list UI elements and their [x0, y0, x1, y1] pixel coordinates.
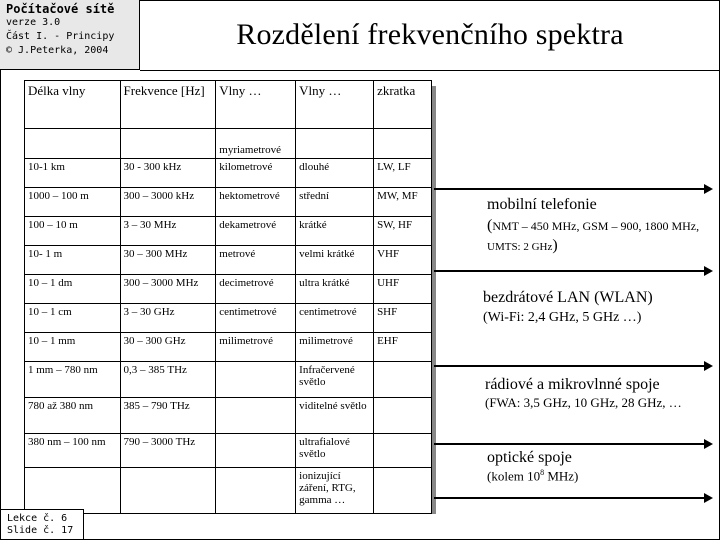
course-info-box — [0, 0, 140, 70]
table-cell: EHF — [374, 333, 432, 362]
table-row — [25, 362, 432, 398]
table-cell: 300 – 3000 kHz — [120, 188, 216, 217]
table-cell — [120, 468, 216, 514]
table-cell: 1 mm – 780 nm — [25, 362, 121, 398]
table-cell — [374, 468, 432, 514]
table-row — [25, 217, 432, 246]
table-cell — [374, 129, 432, 159]
arrow-head-icon — [704, 184, 713, 194]
arrow-head-icon — [704, 361, 713, 371]
table-cell: metrové — [216, 246, 296, 275]
header-cell: Vlny … — [216, 81, 296, 129]
table-cell: MW, MF — [374, 188, 432, 217]
table-cell: VHF — [374, 246, 432, 275]
table-cell — [374, 362, 432, 398]
slide-footer — [0, 509, 84, 540]
table-cell: myriametrové — [216, 129, 296, 159]
spectrum-table — [24, 80, 432, 514]
table-cell: ultrafialové světlo — [296, 434, 374, 468]
table-cell: 10-1 km — [25, 159, 121, 188]
wlan-title: bezdrátové LAN (WLAN) — [483, 289, 653, 306]
table-cell: decimetrové — [216, 275, 296, 304]
arrow-head-icon — [704, 439, 713, 449]
table-cell: 380 nm – 100 nm — [25, 434, 121, 468]
arrow-line — [434, 188, 706, 190]
table-cell: 3 – 30 GHz — [120, 304, 216, 333]
arrow-line — [434, 365, 706, 367]
table-cell — [296, 129, 374, 159]
header-cell: Délka vlny — [25, 81, 121, 129]
table-cell: LW, LF — [374, 159, 432, 188]
radio-annotation — [485, 376, 682, 411]
lecture-number: Lekce č. 6 — [7, 513, 68, 524]
table-cell: 10 – 1 cm — [25, 304, 121, 333]
table-cell: centimetrové — [296, 304, 374, 333]
table-cell: 100 – 10 m — [25, 217, 121, 246]
table-cell — [25, 129, 121, 159]
table-header-row — [25, 81, 432, 129]
table-cell: milimetrové — [216, 333, 296, 362]
table-cell: ionizující záření, RTG, gamma … — [296, 468, 374, 514]
table-cell: 10- 1 m — [25, 246, 121, 275]
header-divider — [140, 70, 720, 71]
table-row — [25, 246, 432, 275]
table-cell: dekametrové — [216, 217, 296, 246]
table-cell — [216, 434, 296, 468]
course-name: Počítačové sítě — [6, 2, 115, 16]
table-row — [25, 468, 432, 514]
mobile-detail-line — [487, 217, 699, 235]
course-author: © J.Peterka, 2004 — [6, 45, 109, 56]
table-cell — [374, 434, 432, 468]
table-row — [25, 159, 432, 188]
course-part: Část I. - Principy — [6, 31, 115, 42]
mobile-detail-line2 — [487, 237, 699, 255]
table-cell — [216, 362, 296, 398]
arrow-head-icon — [704, 266, 713, 276]
table-cell: 1000 – 100 m — [25, 188, 121, 217]
arrow-line — [434, 497, 706, 499]
arrow-line — [434, 270, 706, 272]
mobile-open-bracket: ( — [487, 217, 493, 234]
table-row — [25, 333, 432, 362]
table-cell: ultra krátké — [296, 275, 374, 304]
table-cell: 30 – 300 MHz — [120, 246, 216, 275]
table-cell: 30 - 300 kHz — [120, 159, 216, 188]
table-cell: viditelné světlo — [296, 398, 374, 434]
table-cell — [25, 468, 121, 514]
table-row-myria — [25, 129, 432, 159]
table-cell: milimetrové — [296, 333, 374, 362]
course-version: verze 3.0 — [6, 17, 61, 28]
optical-detail-post: MHz) — [544, 468, 579, 484]
wlan-annotation — [483, 289, 653, 326]
arrow-line — [434, 443, 706, 445]
table-row — [25, 275, 432, 304]
table-row — [25, 304, 432, 333]
optical-detail — [487, 468, 578, 484]
slide-number: Slide č. 17 — [7, 525, 74, 536]
table-row — [25, 188, 432, 217]
table-cell — [120, 129, 216, 159]
table-cell: centimetrové — [216, 304, 296, 333]
table-cell: 790 – 3000 THz — [120, 434, 216, 468]
table-cell: kilometrové — [216, 159, 296, 188]
table-cell — [216, 398, 296, 434]
optical-annotation — [487, 449, 578, 484]
header-cell: Frekvence [Hz] — [120, 81, 216, 129]
mobile-title: mobilní telefonie — [487, 196, 597, 213]
table-cell: 0,3 – 385 THz — [120, 362, 216, 398]
arrow-head-icon — [704, 493, 713, 503]
table-cell — [216, 468, 296, 514]
header-cell: zkratka — [374, 81, 432, 129]
table-cell: dlouhé — [296, 159, 374, 188]
table-row — [25, 398, 432, 434]
table-cell: střední — [296, 188, 374, 217]
mobile-close-bracket: ) — [552, 237, 558, 254]
table-cell: 10 – 1 mm — [25, 333, 121, 362]
table-cell: UHF — [374, 275, 432, 304]
table-cell: 300 – 3000 MHz — [120, 275, 216, 304]
optical-detail-pre: (kolem 10 — [487, 468, 541, 484]
radio-title: rádiové a mikrovlnné spoje — [485, 376, 660, 393]
table-row — [25, 434, 432, 468]
table-cell: SHF — [374, 304, 432, 333]
optical-detail-sup: 8 — [540, 468, 545, 477]
optical-title: optické spoje — [487, 449, 572, 466]
table-cell: 385 – 790 THz — [120, 398, 216, 434]
table-cell: 3 – 30 MHz — [120, 217, 216, 246]
table-cell: krátké — [296, 217, 374, 246]
header-cell: Vlny … — [296, 81, 374, 129]
page-title: Rozdělení frekvenčního spektra — [236, 18, 624, 51]
mobile-annotation — [487, 196, 699, 255]
table-cell: velmi krátké — [296, 246, 374, 275]
table-cell: 30 – 300 GHz — [120, 333, 216, 362]
wlan-detail: (Wi-Fi: 2,4 GHz, 5 GHz …) — [483, 310, 642, 325]
table-cell: 780 až 380 nm — [25, 398, 121, 434]
radio-detail: (FWA: 3,5 GHz, 10 GHz, 28 GHz, … — [485, 395, 682, 410]
table-cell: hektometrové — [216, 188, 296, 217]
mobile-detail: NMT – 450 MHz, GSM – 900, 1800 MHz, — [492, 219, 700, 233]
table-cell: 10 – 1 dm — [25, 275, 121, 304]
table-cell: SW, HF — [374, 217, 432, 246]
table-cell: Infračervené světlo — [296, 362, 374, 398]
table-cell — [374, 398, 432, 434]
mobile-detail2: UMTS: 2 GHz — [487, 241, 553, 253]
